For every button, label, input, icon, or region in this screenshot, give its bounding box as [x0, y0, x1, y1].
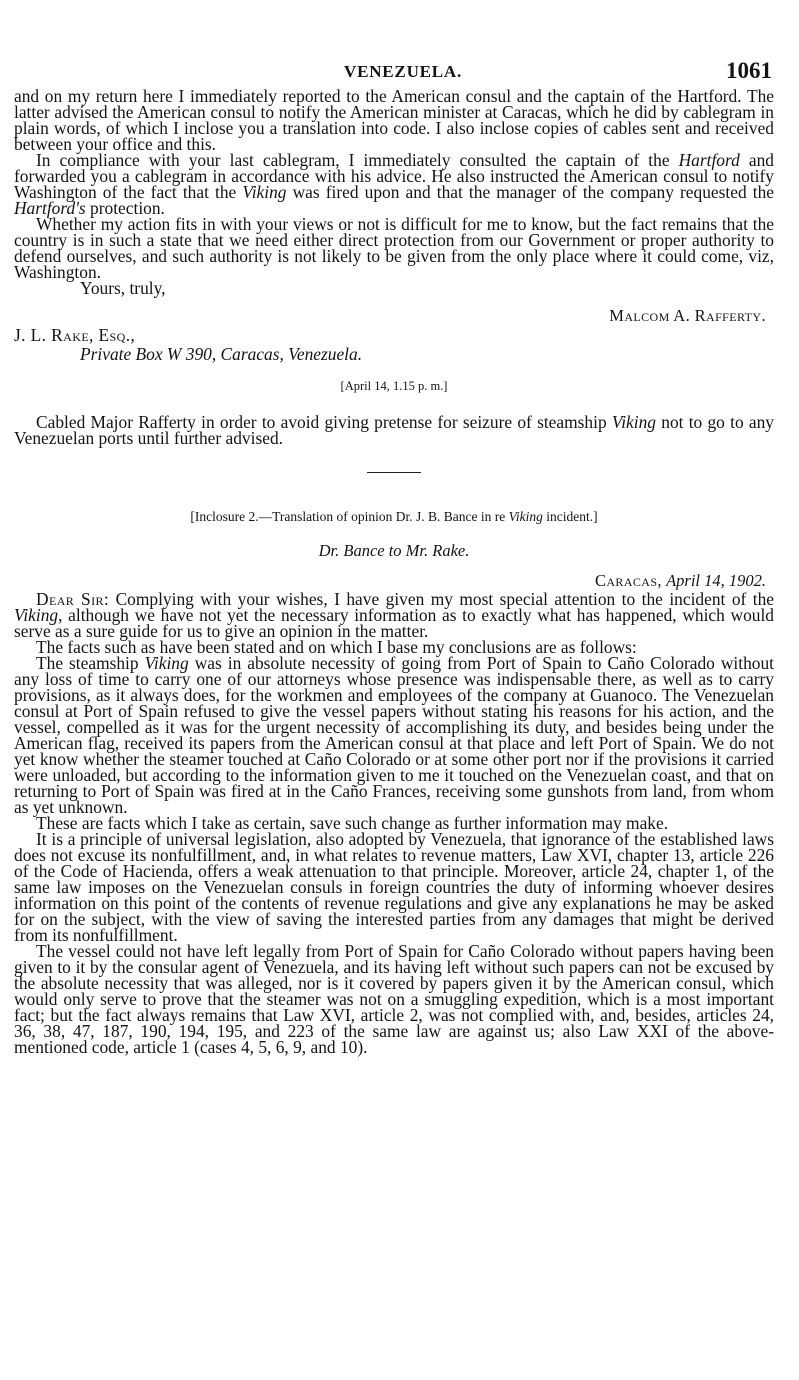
paragraph-facts-intro: The facts such as have been stated and on which I base my conclusions are as follows: [36, 637, 637, 657]
paragraph-compliance [14, 152, 774, 216]
salutation: Dear Sir: [36, 589, 110, 609]
ship-name: Viking [14, 605, 59, 625]
date: April 14, 1902. [666, 571, 766, 590]
text-run: protection. [85, 198, 165, 218]
cable-time-note: [April 14, 1.15 p. m.] [340, 379, 448, 393]
text-run: [Inclosure 2.—Translation of opinion Dr. J. B. Bance in re [190, 509, 509, 524]
ship-name: Viking [611, 412, 656, 432]
document-page [14, 56, 774, 1055]
section-divider [367, 472, 421, 473]
ship-name: Viking [508, 509, 543, 524]
text-run: was in absolute necessity of going from Port of Spain to Caño Colorado without any loss of time to carry one of our attorneys whose presence was indispensable there, as well as to carry provisions, as it always does, for the workmen and employees of the company at Guanoco. The Venezuelan consul at Port of Spain refused to give the vessel papers without stating his reasons for his action, and the vessel, compelled as it was for the urgent necessity of accomplishing its duty, and besides being under the American flag, received its papers from the American consul at that place and left Port of Spain. We do not yet know whether the steamer touched at Caño Colorado or at some other port nor if the provisions it carried were unloaded, but according to the information given to me it touched on the Venezuelan coast, and that on returning to Port of Spain was fired at in the Caño Frances, receiving some gunshots from land, from whom as yet unknown. [14, 653, 774, 817]
text-run: , although we have not yet the necessary information as to exactly what has happened, which would serve as a sure guide for us to give an opinion in the matter. [14, 605, 774, 641]
text-run: In compliance with your last cablegram, I immediately consulted the captain of the [36, 150, 679, 170]
running-title: VENEZUELA. [344, 62, 463, 81]
dateline [14, 571, 774, 591]
paragraph-steamship [14, 655, 774, 815]
paragraph-cable [14, 414, 774, 446]
ship-name: Hartford [678, 150, 740, 170]
paragraph-continuation: and on my return here I immediately reported to the American consul and the captain of the Hartford. The latter advised the American consul to notify the American minister at Caracas, which he did by cablegram in plain words, of which I inclose you a translation into code. I also inclose copies of cables sent and received between your office and this. [14, 86, 774, 154]
paragraph-vessel: The vessel could not have left legally from Port of Spain for Caño Colorado without papers having been given to it by the consular agent of Venezuela, and its having left without such papers can not be excused by the absolute necessity that was alleged, nor is it covered by papers given it by the American consul, which would only serve to prove that the steamer was not on a smuggling expedition, which is a most important fact; but the fact always remains that Law XVI, article 2, was not complied with, and, besides, articles 24, 36, 38, 47, 187, 190, 194, 195, and 223 of the same law are against us; also Law XXI of the above-mentioned code, article 1 (cases 4, 5, 6, 9, and 10). [14, 941, 774, 1057]
paragraph-whether: Whether my action fits in with your views or not is difficult for me to know, but the fact remains that the country is in such a state that we need either direct protection from our Government or proper authority to defend ourselves, and such authority is not likely to be given from the only place where it could come, viz, Washington. [14, 214, 774, 282]
date-place: Caracas, [594, 571, 662, 590]
paragraph-principle: It is a principle of universal legislation, also adopted by Venezuela, that ignorance of the established laws does not excuse its nonfulfillment, and, in what relates to revenue matters, Law XVI, chapter 13, article 226 of the Code of Hacienda, offers a weak attenuation to that principle. Moreover, article 24, chapter 1, of the same law imposes on the Venezuelan consuls in foreign countries the duty of informing whoever desires information on this point of the contents of revenue regulations and give any explanations he may be asked for on the subject, with the view of saving the interested parties from any damages that might be derived from its nonfulfillment. [14, 829, 774, 945]
text-run: not to go to any Venezuelan ports until further advised. [14, 412, 774, 448]
addressee-block [14, 326, 774, 364]
ship-name: Hartford's [14, 198, 86, 218]
signature: Malcom A. Rafferty. [609, 306, 766, 325]
text-run: incident.] [542, 509, 598, 524]
enclosure-heading [14, 509, 774, 525]
addressee-address: Private Box W 390, Caracas, Venezuela. [80, 344, 363, 364]
addressee-name: J. L. Rake, Esq., [14, 325, 136, 345]
text-run: Complying with your wishes, I have given my most special attention to the incident of the [109, 589, 774, 609]
paragraph-facts-certain: These are facts which I take as certain, save such change as further information may make. [36, 813, 669, 833]
ship-name: Viking [144, 653, 189, 673]
letter-closing: Yours, truly, [80, 278, 166, 298]
ship-name: Viking [242, 182, 287, 202]
letter-title: Dr. Bance to Mr. Rake. [318, 541, 470, 560]
page-number: 1061 [726, 58, 772, 83]
text-run: Cabled Major Rafferty in order to avoid giving pretense for seizure of steamship [36, 412, 612, 432]
text-run: and forwarded you a cablegram in accordance with his advice. He also instructed the American consul to notify Washington of the fact that the [14, 150, 774, 202]
text-run: The steamship [36, 653, 145, 673]
paragraph-salutation [14, 591, 774, 639]
text-run: was fired upon and that the manager of the company requested the [286, 182, 774, 202]
page-header [14, 56, 774, 88]
